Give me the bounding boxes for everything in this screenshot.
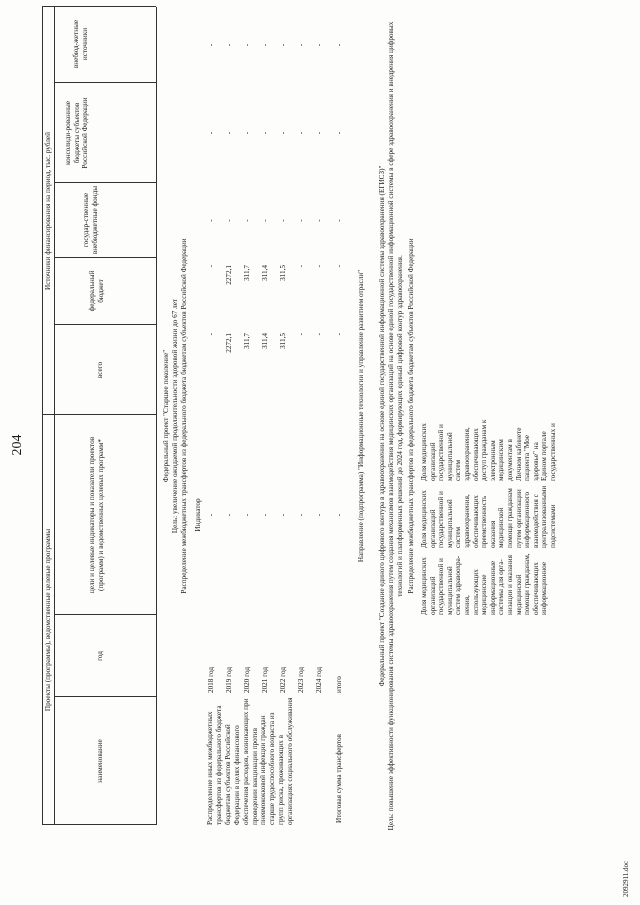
cell-goal: -	[315, 513, 323, 517]
col-divider	[54, 696, 156, 697]
header-col-offbudget: государ-ственные внебюджетные фонды	[82, 185, 99, 255]
section2-project: Федеральный проект "Создание единого цифрового контура в здравоохранении на основе единой государственной информационной системы здравоохранения (ЕГИСЗ)"	[378, 165, 386, 687]
cell-goal: -	[261, 513, 269, 517]
cell-year: 2024 год	[315, 667, 323, 693]
cell-federal: 311,7	[243, 265, 251, 281]
totals-extra: -	[335, 43, 343, 47]
indicator-text: Доля медицинских организаций государственной и муниципальной систем здравоохранения, обеспечивающих преемственность оказания медицинской помощи гражданам путем организации информационного взаимодействия с централизованными подсистемами	[420, 485, 557, 548]
cell-federal: 311,5	[279, 265, 287, 281]
col-divider	[54, 614, 156, 615]
cell-extra: -	[261, 43, 269, 47]
cell-goal: -	[225, 513, 233, 517]
cell-year: 2020 год	[243, 667, 251, 693]
cell-offbudget: -	[279, 219, 287, 222]
indicator-text: Доля медицинских организаций государственной и муниципальной систем здравоохра-нения, использующих медицинские информационные системы для орга-низации и оказания медицинской помощи гражданам, обеспечивающих информационное	[420, 553, 549, 615]
totals-regional: -	[335, 131, 343, 135]
cell-regional: -	[279, 131, 287, 135]
col-divider	[54, 324, 156, 325]
cell-offbudget: -	[261, 219, 269, 222]
cell-regional: -	[261, 131, 269, 135]
table-row	[225, 0, 234, 905]
header-col-extra: внебюд-жетные источники	[72, 19, 89, 69]
section1-title: Федеральный проект "Старшее поколение"	[162, 349, 170, 483]
cell-year: 2022 год	[279, 667, 287, 693]
cell-offbudget: -	[315, 219, 323, 222]
cell-total: 311,5	[279, 333, 287, 349]
group-header-divider	[54, 7, 55, 825]
cell-total: -	[207, 333, 215, 336]
cell-goal: -	[207, 513, 215, 517]
section1-row-name: Распределение иных межбюджетных трансфертов из федерального бюджета бюджетам субъектов Российской Федерации в целях финансового обеспечения расходов, возникающих при проведении вакцинации против пневмококковой инфекции граждан старше трудоспособного возраста из групп риска, проживающих в организациях социального обслуживания	[206, 697, 295, 825]
cell-total: 311,4	[261, 333, 269, 349]
cell-federal: -	[297, 265, 305, 268]
totals-offbudget: -	[335, 219, 343, 222]
doc-reference: 2092911.doc	[622, 860, 630, 897]
cell-regional: -	[297, 131, 305, 135]
cell-total: -	[315, 333, 323, 336]
cell-year: 2023 год	[297, 667, 305, 693]
cell-regional: -	[207, 131, 215, 135]
cell-total: -	[297, 333, 305, 336]
cell-federal: -	[315, 265, 323, 268]
cell-goal: -	[243, 513, 251, 517]
header-col-regional: консолиди-рованные бюджеты субъектов Российской Федерации	[64, 97, 90, 169]
cell-extra: -	[297, 43, 305, 47]
cell-total: 311,7	[243, 333, 251, 349]
cell-offbudget: -	[243, 219, 251, 222]
cell-total: 2272,1	[225, 333, 233, 353]
col-divider	[54, 182, 156, 183]
section1-subtitle: Распределение межбюджетных трансфертов из федерального бюджета бюджетам субъектов Российской Федерации	[180, 238, 188, 594]
cell-goal: -	[279, 513, 287, 517]
cell-offbudget: -	[297, 219, 305, 222]
cell-federal: 311,4	[261, 265, 269, 281]
cell-federal: -	[207, 265, 215, 268]
header-group-projects: Проекты (программы), ведомственные целевые программы	[44, 528, 52, 712]
cell-year: 2019 год	[225, 667, 233, 693]
table-row	[279, 0, 288, 905]
cell-federal: 2272,1	[225, 265, 233, 285]
section2-subtitle: Распределение межбюджетных трансфертов из федерального бюджета бюджетам субъектов Российской Федерации	[407, 238, 415, 594]
table-row	[315, 0, 324, 905]
table-row	[261, 0, 270, 905]
cell-offbudget: -	[225, 219, 233, 222]
col-divider	[54, 257, 156, 258]
cell-year: 2018 год	[207, 667, 215, 693]
indicator-text: Доля медицинских организаций государственной и муниципальной систем здравоохранения, обеспечивающих доступ гражданам к электронным медицинским документам в Личном кабинете пациента "Мое здоровье" на Едином портале государственных и	[420, 419, 557, 481]
section2-goal: Цель: повышение эффективности функционирования системы здравоохранения путем создания механизмов взаимодействия медицинских организаций на основе единой государственной информационной системы в сфере здравоохранения и внедрения цифровых технологий и платформенных решений до 2024 год, формирующих единый цифровой контур здравоохранения.	[387, 21, 404, 831]
header-col-goals: цели и целевые индикаторы и показатели проектов (программ) и ведомственных целевых программ*	[88, 436, 105, 594]
totals-year: итого	[335, 676, 343, 693]
totals-label: Итоговая сумма трансфертов	[335, 734, 343, 823]
cell-extra: -	[279, 43, 287, 47]
cell-extra: -	[207, 43, 215, 47]
table-row	[243, 0, 252, 905]
totals-federal: -	[335, 265, 343, 268]
header-group-sources: Источники финансирования на период, тыс. рублей	[44, 132, 52, 290]
cell-extra: -	[315, 43, 323, 47]
table-right-border	[42, 6, 156, 7]
header-col-name: наименование	[96, 739, 104, 783]
cell-regional: -	[315, 131, 323, 135]
section1-indicator-label: Индикатор	[194, 498, 202, 532]
table-top-border	[42, 7, 43, 825]
totals-total: -	[335, 333, 343, 336]
header-col-year: год	[96, 651, 104, 661]
header-bottom-border	[156, 7, 157, 825]
cell-extra: -	[243, 43, 251, 47]
header-col-total: всего	[96, 361, 104, 379]
cell-year: 2021 год	[261, 667, 269, 693]
totals-goal: -	[335, 513, 343, 517]
cell-regional: -	[243, 131, 251, 135]
totals-row	[335, 0, 344, 905]
col-divider	[42, 414, 156, 415]
header-col-federal: федеральный бюджет	[88, 270, 105, 312]
cell-goal: -	[297, 513, 305, 517]
cell-regional: -	[225, 131, 233, 135]
page-number: 204	[10, 434, 25, 456]
section1-goal: Цель: увеличение ожидаемой продолжительности здоровой жизни до 67 лет	[171, 298, 179, 534]
cell-extra: -	[225, 43, 233, 47]
table-row	[297, 0, 306, 905]
table-left-border	[42, 824, 156, 825]
table-row	[207, 0, 216, 905]
cell-offbudget: -	[207, 219, 215, 222]
col-divider	[54, 82, 156, 83]
section2-direction: Направление (подпрограмма) "Информационные технологии и управление развитием отрасли"	[357, 269, 365, 563]
